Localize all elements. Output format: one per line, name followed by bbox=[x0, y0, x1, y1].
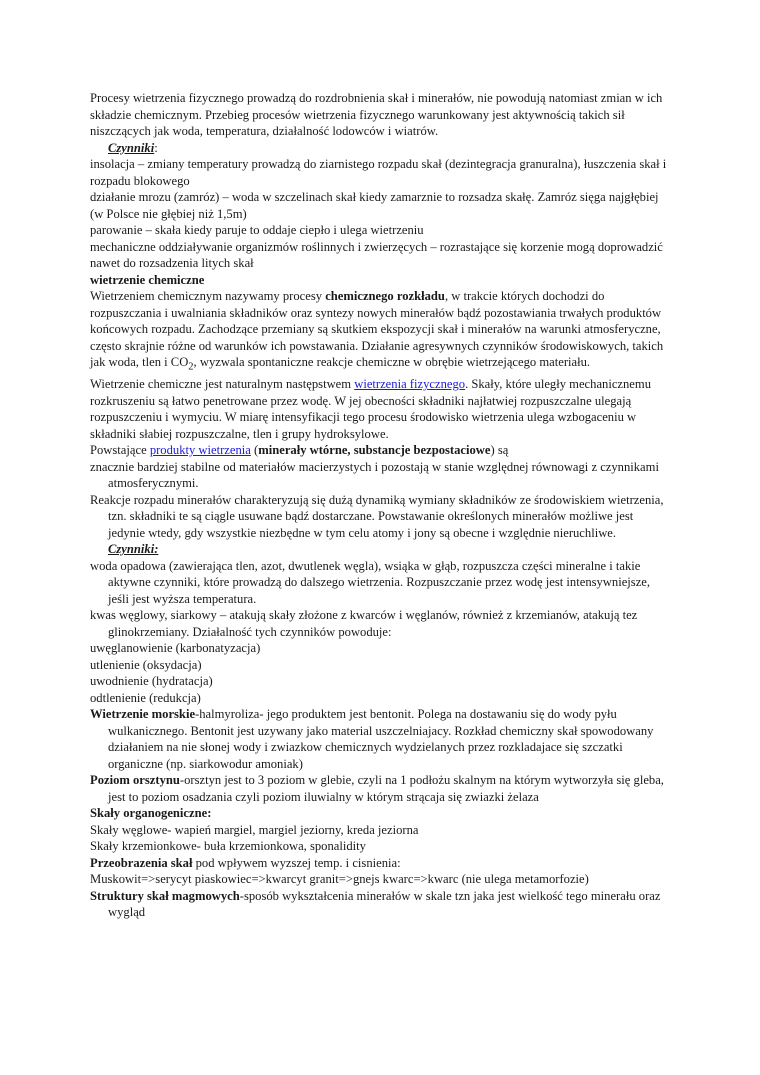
chem-paragraph-1 bbox=[90, 288, 670, 376]
chem-p3-text-b: ( bbox=[250, 443, 259, 458]
factors-heading-1-colon: : bbox=[154, 140, 158, 155]
chem-p3-text-d: ) są bbox=[490, 443, 509, 458]
factor-item: parowanie – skała kiedy paruje to oddaje ciepło i ulega wietrzeniu bbox=[90, 223, 424, 237]
ortstein-horizon-paragraph bbox=[90, 772, 670, 805]
factor-item: uwodnienie (hydratacja) bbox=[90, 674, 213, 689]
chem-paragraph-5: Reakcje rozpadu minerałów charakteryzują się dużą dynamiką wymiany składników ze środowiskiem wietrzenia, tzn. składniki te są ciągle usuwane bądź dostarczane. Powstawanie określonych minerałów możliwe jest jedynie wtedy, gdy wszystkie niezbędne w tym celu atomy i jony są obecne i względnie nieruchliwe. bbox=[90, 492, 664, 540]
magmatic-structures-paragraph bbox=[90, 888, 670, 921]
factor-item: utlenienie (oksydacja) bbox=[90, 657, 202, 672]
transformation-text: pod wpływem wyzszej temp. i cisnienia: bbox=[192, 855, 401, 870]
chem-p3-text-a: Powstające bbox=[90, 443, 150, 458]
marine-weathering-term: Wietrzenie morskie bbox=[90, 707, 196, 722]
chem-p3-bold-2: substancje bezpostaciowe bbox=[353, 443, 491, 458]
chem-p1-text-d: , wyzwala spontaniczne reakcje chemiczne w obrębie wietrzejącego materiału. bbox=[193, 355, 591, 369]
transformation-line: Muskowit=>serycyt piaskowiec=>kwarcyt granit=>gnejs kwarc=>kwarc (nie ulega metamorfozie) bbox=[90, 872, 589, 887]
chem-p1-bold: chemicznego rozkładu bbox=[325, 289, 445, 303]
factor-item: odtlenienie (redukcja) bbox=[90, 690, 201, 705]
factors-heading-1 bbox=[90, 140, 670, 157]
chem-paragraph-2 bbox=[90, 376, 670, 442]
chem-p1-text-c: , w trakcie których dochodzi do rozpuszczania i uwalniania składników oraz syntezy nowych minerałów bądź pozostawiania trwałych produktów końcowych rozpadu. Zachodzące przemiany są skutkiem ekspozycji skał i minerałów na warunki atmosferyczne, często skrajnie różne od warunków ich powstawania. Działanie agresywnych czynników środowiskowych, takich jak woda, tlen i CO bbox=[90, 289, 664, 369]
factors-heading-2 bbox=[90, 541, 670, 558]
magmatic-structures-text: -sposób wykształcenia minerałów w skale tzn jaka jest wielkość tego minerału oraz wygląd bbox=[108, 888, 661, 920]
chem-p2-text-b: . Skały, które uległy mechanicznemu rozkruszeniu są łatwo penetrowane przez wodę. W jej obecności składniki najłatwiej rozpuszczalne ulegają rozpuszczeniu i wymyciu. W miarę intensyfikacji tego procesu środowisko wietrzenia ulega wzbogaceniu w składniki słabiej rozpuszczalne, tlen i grupy hydroksylowe. bbox=[90, 377, 651, 441]
transformation-paragraph bbox=[90, 855, 670, 872]
chem-p1-subscript: 2 bbox=[188, 361, 194, 373]
organogenic-item: Skały węglowe- wapień margiel, margiel jeziorny, kreda jeziorna bbox=[90, 822, 419, 837]
factors-heading-2-label: Czynniki: bbox=[108, 542, 159, 557]
factor-item: insolacja – zmiany temperatury prowadzą do ziarnistego rozpadu skał (dezintegracja granuralna), łuszczenia skał i rozpadu blokowego bbox=[90, 157, 667, 188]
chem-p3-bold-1: minerały wtórne bbox=[258, 443, 348, 458]
chem-p1-text-a: Wietrzeniem chemicznym nazywamy procesy bbox=[90, 289, 326, 303]
organogenic-item: Skały krzemionkowe- buła krzemionkowa, sponalidity bbox=[90, 839, 366, 854]
chem-p2-text-a: Wietrzenie chemiczne jest naturalnym następstwem bbox=[90, 377, 355, 392]
ortstein-horizon-term: Poziom orsztynu bbox=[90, 773, 180, 788]
marine-weathering-text: -halmyroliza- jego produktem jest bentonit. Polega na dostawaniu się do wody pyłu wulkanicznego. Bentonit jest uzywany jako material uszczelniajacy. Rozkład chemiczny skał spowodowany działaniem na nie słonej wody i zwiazkow chemicznych wydzielanych przez rozkladajace się szczatki organiczne (np. siarkowodur amoniak) bbox=[108, 707, 654, 771]
factor-item: uwęglanowienie (karbonatyzacja) bbox=[90, 641, 261, 656]
physical-weathering-link[interactable]: wietrzenia fizycznego bbox=[354, 377, 466, 392]
magmatic-structures-term: Struktury skał magmowych bbox=[90, 888, 240, 903]
chem-paragraph-3 bbox=[90, 442, 670, 459]
factors-heading-1-label: Czynniki bbox=[108, 140, 155, 155]
chem-paragraph-4: znacznie bardziej stabilne od materiałów macierzystych i pozostają w stanie względnej równowagi z czynnikami atmosferycznymi. bbox=[90, 459, 659, 491]
chem-p3-comma: , bbox=[347, 443, 354, 458]
organogenic-heading: Skały organogeniczne: bbox=[90, 806, 212, 821]
weathering-products-link[interactable]: produkty wietrzenia bbox=[149, 443, 251, 458]
chem-heading: wietrzenie chemiczne bbox=[90, 272, 205, 287]
intro-paragraph: Procesy wietrzenia fizycznego prowadzą do rozdrobnienia skał i minerałów, nie powodują natomiast zmian w ich składzie chemicznym. Przebieg procesów wietrzenia fizycznego warunkowany jest aktywnością takich sił niszczących jak woda, temperatura, działalność lodowców i wiatrów. bbox=[90, 91, 663, 138]
marine-weathering-paragraph bbox=[90, 706, 670, 772]
factor-item: działanie mrozu (zamróz) – woda w szczelinach skał kiedy zamarznie to rozsadza skałę. Zamróz sięga najgłębiej (w Polsce nie głębiej niż 1,5m) bbox=[90, 190, 659, 221]
factor-item: mechaniczne oddziaływanie organizmów roślinnych i zwierzęcych – rozrastające się korzenie mogą doprowadzić nawet do rozsadzenia litych skał bbox=[90, 239, 663, 270]
factor-item: kwas węglowy, siarkowy – atakują skały złożone z kwarców i węglanów, również z krzemianów, atakują tez glinokrzemiany. Działalność tych czynników powoduje: bbox=[90, 608, 638, 639]
factor-item: woda opadowa (zawierająca tlen, azot, dwutlenek węgla), wsiąka w głąb, rozpuszcza części mineralne i takie aktywne czynniki, które prowadzą do dalszego wietrzenia. Rozpuszczanie przez wodę jest intensywniejsze, jeśli jest wyższa temperatura. bbox=[90, 558, 651, 606]
ortstein-horizon-text: -orsztyn jest to 3 poziom w glebie, czyli na 1 podłożu skalnym na którym wytworzyła się gleba, jest to poziom osadzania czyli poziom iluwialny w którym strącaja się zwiazki żelaza bbox=[108, 773, 664, 804]
document-page bbox=[90, 90, 670, 921]
transformation-term: Przeobrazenia skał bbox=[90, 855, 193, 870]
